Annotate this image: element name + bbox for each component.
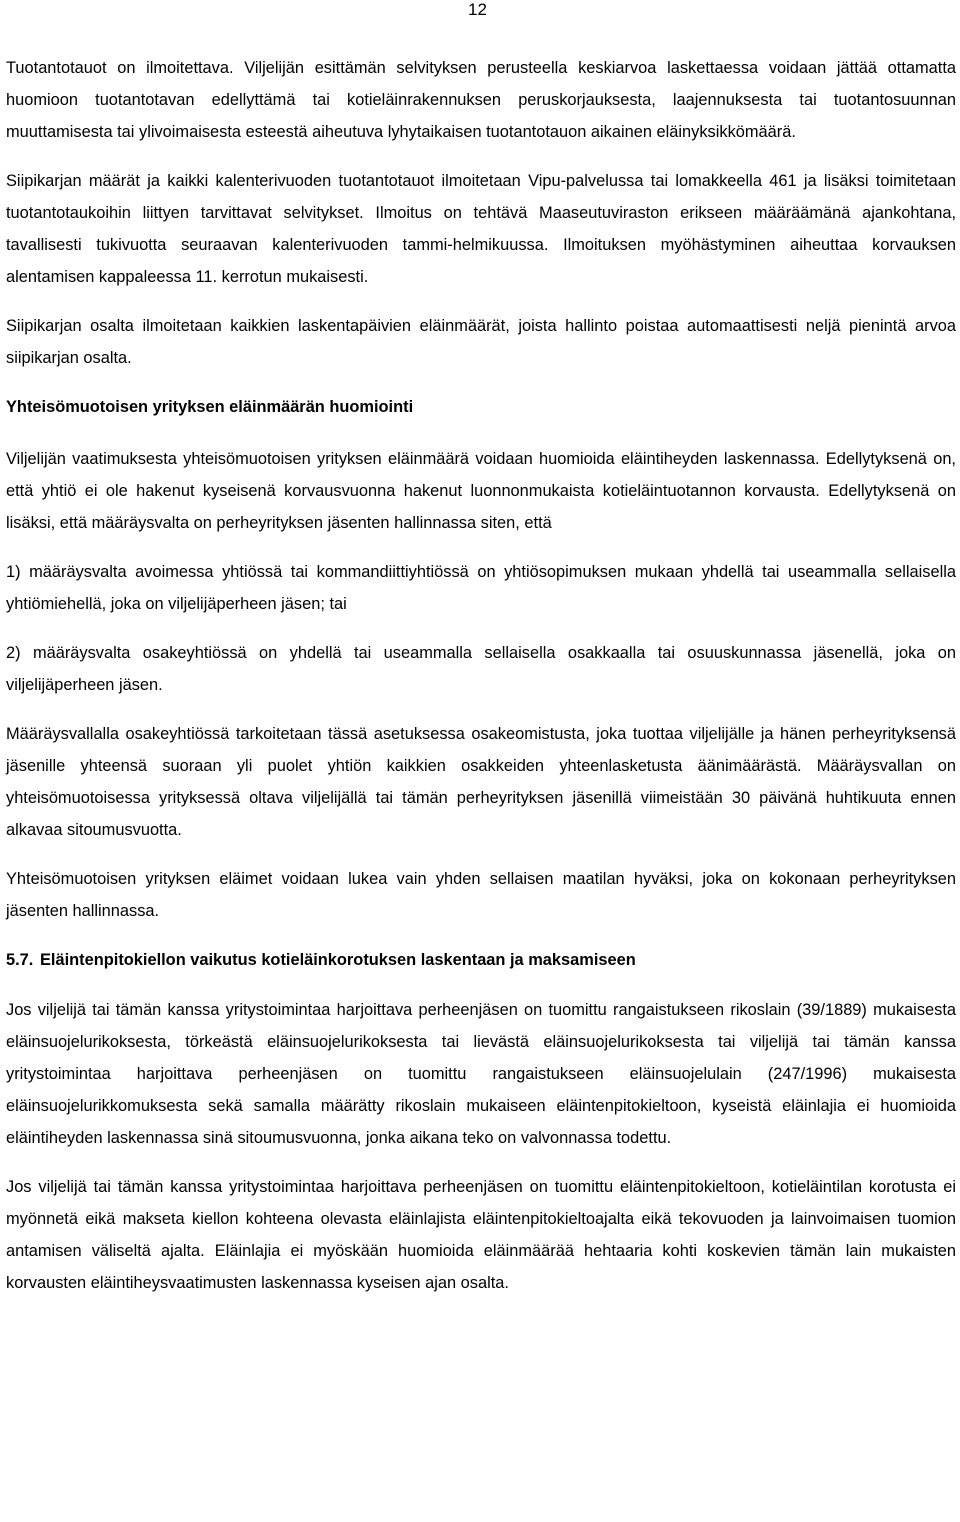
paragraph-animal-keeping-ban: Jos viljelijä tai tämän kanssa yritystoimintaa harjoittava perheenjäsen on tuomittu eläintenpitokieltoon, kotieläintilan korotusta ei myönnetä eikä makseta kiellon kohteena olevasta eläinlajista eläintenpitokieltoajalta eikä tekovuoden ja lainvoimaisen tuomion antamisen väliseltä ajalta. Eläinlajia ei myöskään huomioida eläinmäärää hehtaaria kohti koskevien tämän lain mukaisten korvausten eläintiheysvaatimusten laskennassa kyseisen ajan osalta. [6,1178,956,1292]
page-number: 12 [468,0,487,19]
paragraph-poultry-reporting: Siipikarjan määrät ja kaikki kalenterivuoden tuotantotauot ilmoitetaan Vipu-palvelussa tai lomakkeella 461 ja lisäksi toimitetaan tuotantotaukoihin liittyen tarvittavat selvitykset. Ilmoitus on tehtävä Maaseutuviraston erikseen määräämänä ajankohtana, tavallisesti tukivuotta seuraavan kalenterivuoden tammi-helmikuussa. Ilmoituksen myöhästyminen aiheuttaa korvauksen alentamisen kappaleessa 11. kerrotun mukaisesti. [6,172,956,286]
paragraph-animals-counting: Yhteisömuotoisen yrityksen eläimet voidaan lukea vain yhden sellaisen maatilan hyväksi, joka on kokonaan perheyrityksen jäsenten hallinnassa. [6,870,956,920]
paragraph-poultry-counting: Siipikarjan osalta ilmoitetaan kaikkien laskentapäivien eläinmäärät, joista hallinto poistaa automaattisesti neljä pienintä arvoa siipikarjan osalta. [6,317,956,367]
heading-community-company: Yhteisömuotoisen yrityksen eläinmäärän huomiointi [6,398,414,416]
document-body [6,52,956,1316]
paragraph-community-company-rules: Viljelijän vaatimuksesta yhteisömuotoisen yrityksen eläinmäärä voidaan huomioida eläintiheyden laskennassa. Edellytyksenä on, että yhtiö ei ole hakenut kyseisenä korvausvuonna hakenut luonnonmukaista kotieläintuotannon korvausta. Edellytyksenä on lisäksi, että määräysvalta on perheyrityksen jäsenten hallinnassa siten, että [6,450,956,532]
paragraph-condition-1: 1) määräysvalta avoimessa yhtiössä tai kommandiittiyhtiössä on yhtiösopimuksen mukaan yhdellä tai useammalla sellaisella yhtiömiehellä, joka on viljelijäperheen jäsen; tai [6,563,956,613]
paragraph-animal-welfare-crimes: Jos viljelijä tai tämän kanssa yritystoimintaa harjoittava perheenjäsen on tuomittu rangaistukseen rikoslain (39/1889) mukaisesta eläinsuojelurikoksesta, törkeästä eläinsuojelurikoksesta tai lievästä eläinsuojelurikoksesta tai viljelijä tai tämän kanssa yritystoimintaa harjoittava perheenjäsen on tuomittu rangaistukseen eläinsuojelulain (247/1996) mukaisesta eläinsuojelurikkomuksesta sekä samalla määrätty rikoslain mukaiseen eläintenpitokieltoon, kyseistä eläinlajia ei huomioida eläintiheyden laskennassa sinä sitoumusvuonna, jonka aikana teko on valvonnassa todettu. [6,1001,956,1147]
paragraph-production-breaks: Tuotantotauot on ilmoitettava. Viljelijän esittämän selvityksen perusteella keskiarvoa laskettaessa voidaan jättää ottamatta huomioon tuotantotavan edellyttämä tai kotieläinrakennuksen peruskorjauksesta, laajennuksesta tai tuotantosuunnan muuttamisesta tai ylivoimaisesta esteestä aiheutuva lyhytaikaisen tuotantotauon aikainen eläinyksikkömäärä. [6,59,956,141]
paragraph-control-definition: Määräysvallalla osakeyhtiössä tarkoitetaan tässä asetuksessa osakeomistusta, joka tuottaa viljelijälle ja hänen perheyrityksensä jäsenille yhteensä suoraan yli puolet yhtiön kaikkien osakkeiden yhteenlasketusta äänimäärästä. Määräysvallan on yhteisömuotoisessa yrityksessä oltava viljelijällä tai tämän perheyrityksen jäsenillä viimeistään 30 päivänä huhtikuuta ennen alkavaa sitoumusvuotta. [6,725,956,839]
paragraph-condition-2: 2) määräysvalta osakeyhtiössä on yhdellä tai useammalla sellaisella osakkaalla tai osuuskunnassa jäsenellä, joka on viljelijäperheen jäsen. [6,644,956,694]
section-title: Eläintenpitokiellon vaikutus kotieläinkorotuksen laskentaan ja maksamiseen [40,951,636,969]
section-heading-5-7 [6,944,956,976]
section-number: 5.7. [6,951,34,969]
